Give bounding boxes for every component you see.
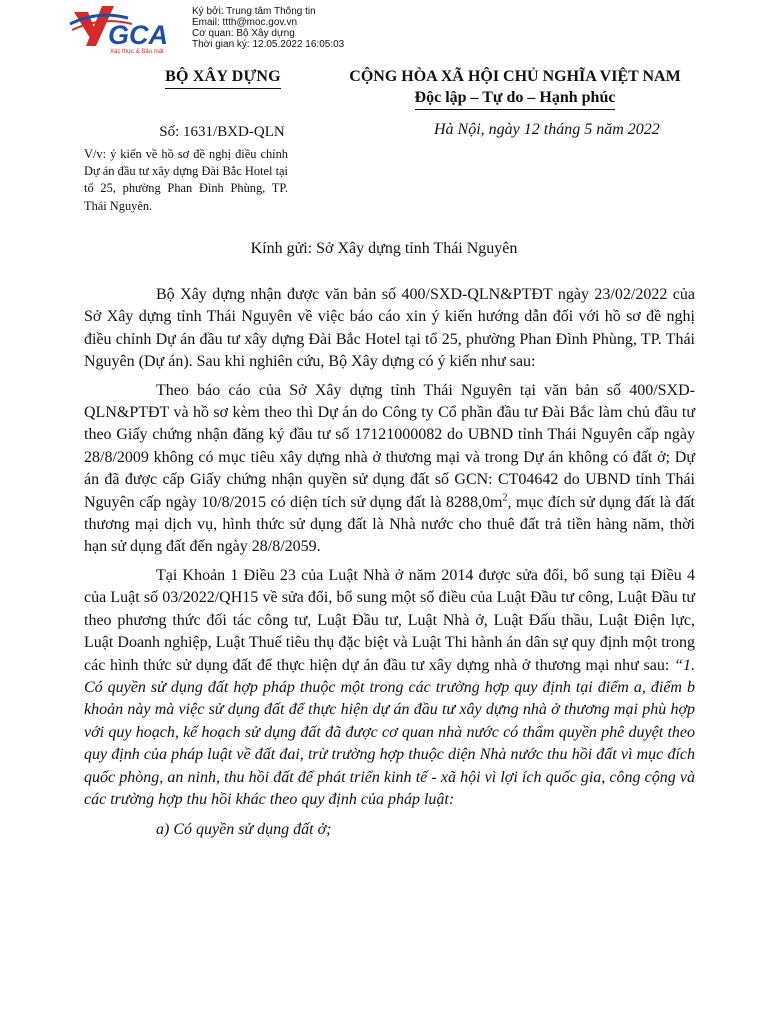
- document-subject: V/v: ý kiến về hồ sơ đề nghị điều chỉnh Dự án đầu tư xây dựng Đài Bắc Hotel tại tổ 25, phường Phan Đình Phùng, TP. Thái Nguyên.: [84, 147, 288, 213]
- digital-signature-block: [68, 4, 408, 54]
- paragraph-3-text: Tại Khoản 1 Điều 23 của Luật Nhà ở năm 2014 được sửa đổi, bổ sung tại Điều 4 của Luật số 03/2022/QH15 về sửa đổi, bổ sung một số điều của Luật Đầu tư công, Luật Đầu tư theo phương thức đối tác công tư, Luật Đầu tư, Luật Nhà ở, Luật Đấu thầu, Luật Điện lực, Luật Doanh nghiệp, Luật Thuế tiêu thụ đặc biệt và Luật Thi hành án dân sự quy định một trong các hình thức sử dụng đất để thực hiện dự án đầu tư xây dựng nhà ở thương mại như sau:: [84, 566, 695, 674]
- signature-time-line: Thời gian ký: 12.05.2022 16:05:03: [192, 39, 345, 50]
- document-body: [84, 284, 695, 848]
- signature-email-line: Email: ttth@moc.gov.vn: [192, 17, 297, 28]
- national-header: [330, 68, 700, 110]
- document-number: Số: 1631/BXD-QLN: [159, 124, 285, 140]
- list-item-a: a) Có quyền sử dụng đất ở;: [156, 821, 332, 839]
- svg-text:Xác thực & Bảo mật: Xác thực & Bảo mật: [110, 49, 164, 54]
- signature-agency-line: Cơ quan: Bộ Xây dựng: [192, 28, 295, 39]
- paragraph-2-text-b: , mục đích sử dụng đất là đất thương mại dịch vụ, hình thức sử dụng đất là Nhà nước cho thuê đất trả tiền hàng năm, thời hạn sử dụng đất đến ngày 28/8/2059.: [84, 493, 695, 556]
- nation-title: CỘNG HÒA XÃ HỘI CHỦ NGHĨA VIỆT NAM: [349, 68, 681, 85]
- paragraph-3: [84, 565, 695, 811]
- law-quote: “1. Có quyền sử dụng đất hợp pháp thuộc một trong các trường hợp quy định tại điểm a, điểm b khoản này mà việc sử dụng đất để thực hiện dự án đầu tư xây dựng nhà ở thương mại phù hợp với quy hoạch, kế hoạch sử dụng đất đã được cơ quan nhà nước có thẩm quyền phê duyệt theo quy định của pháp luật về đất đai, trừ trường hợp thuộc diện Nhà nước thu hồi đất vì mục đích quốc phòng, an ninh, thu hồi đất để phát triển kinh tế - xã hội vì lợi ích quốc gia, công cộng và các trường hợp thu hồi khác theo quy định của pháp luật:: [84, 656, 695, 808]
- vgca-logo: [68, 4, 188, 54]
- place-and-date: Hà Nội, ngày 12 tháng 5 năm 2022: [434, 121, 660, 138]
- signed-by-line: Ký bởi: Trung tâm Thông tin: [192, 6, 316, 17]
- paragraph-2-text-a: Theo báo cáo của Sở Xây dựng tỉnh Thái Nguyên tại văn bản số 400/SXD-QLN&PTĐT và hồ sơ kèm theo thì Dự án do Công ty Cổ phần đầu tư Đài Bắc làm chủ đầu tư theo Giấy chứng nhận đăng ký đầu tư số 17121000082 do UBND tỉnh Thái Nguyên cấp ngày 28/8/2009 không có mục tiêu xây dựng nhà ở thương mại và trong Dự án không có đất ở; Dự án đã được cấp Giấy chứng nhận quyền sử dụng đất số GCN: CT04642 do UBND tỉnh Thái Nguyên cấp ngày 10/8/2015 có diện tích sử dụng đất là 8288,0m: [84, 381, 695, 511]
- nation-motto: Độc lập – Tự do – Hạnh phúc: [415, 89, 616, 110]
- paragraph-1: Bộ Xây dựng nhận được văn bản số 400/SXD-QLN&PTĐT ngày 23/02/2022 của Sở Xây dựng tỉnh Thái Nguyên về việc báo cáo xin ý kiến hướng dẫn đối với hồ sơ đề nghị điều chỉnh Dự án đầu tư xây dựng Đài Bắc Hotel tại tổ 25, phường Phan Đình Phùng, TP. Thái Nguyên (Dự án). Sau khi nghiên cứu, Bộ Xây dựng có ý kiến như sau:: [84, 286, 695, 371]
- recipient-line: Kính gửi: Sở Xây dựng tỉnh Thái Nguyên: [250, 240, 518, 257]
- issuing-agency: [148, 68, 298, 89]
- svg-text:GCA: GCA: [108, 20, 168, 50]
- area-unit-superscript: 2: [502, 492, 508, 504]
- agency-name: BỘ XÂY DỰNG: [165, 68, 281, 89]
- paragraph-2: [84, 380, 695, 559]
